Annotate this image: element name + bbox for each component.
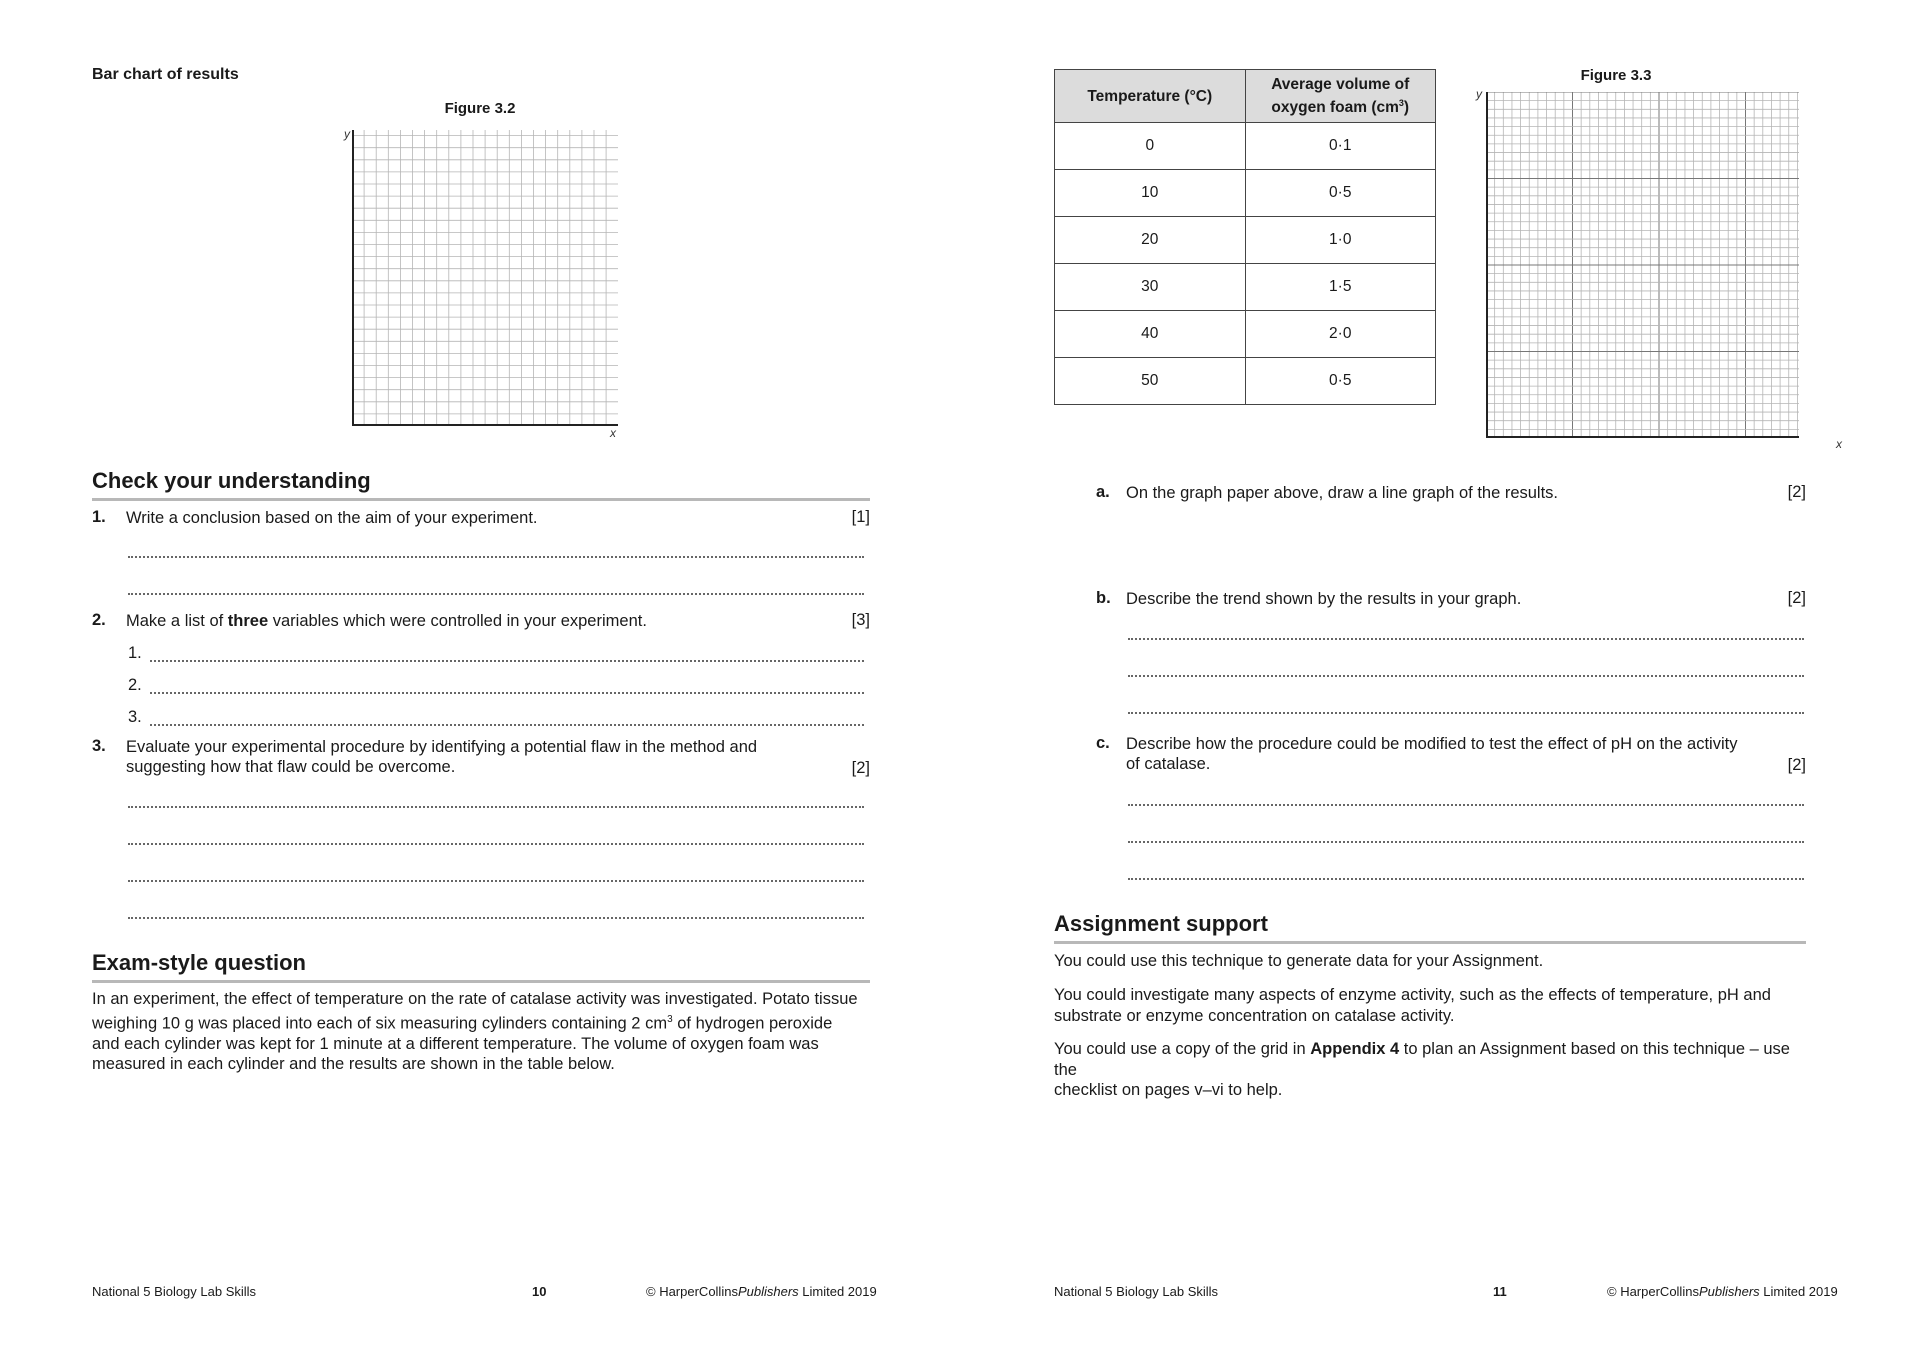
footer-book-title-right: National 5 Biology Lab Skills xyxy=(1054,1284,1219,1299)
assignment-p1: You could use this technique to generate data for your Assignment. xyxy=(1054,952,1544,970)
assignment-p3: You could use a copy of the grid in Appendix 4 to plan an Assignment based on this technique – use the checklist on pages v–vi to help. xyxy=(1054,1040,1790,1099)
figure-3-2-title: Figure 3.2 xyxy=(444,100,516,117)
qa-text: On the graph paper above, draw a line graph of the results. xyxy=(1126,484,1559,502)
table-cell-temp: 10 xyxy=(1055,170,1246,217)
q2-item-2-line[interactable] xyxy=(150,692,864,694)
qb-letter: b. xyxy=(1096,589,1111,607)
q2-item-2-number: 2. xyxy=(128,676,142,694)
exam-style-heading: Exam-style question xyxy=(92,950,870,983)
qc-answer-line-3[interactable] xyxy=(1128,878,1804,880)
q3-text-line-2: suggesting how that flaw could be overcome. xyxy=(126,758,456,776)
check-understanding-heading: Check your understanding xyxy=(92,468,870,501)
table-cell-volume: 0·1 xyxy=(1245,123,1436,170)
right-page xyxy=(956,0,1913,1353)
qc-answer-line-2[interactable] xyxy=(1128,841,1804,843)
q3-answer-line-4[interactable] xyxy=(128,917,864,919)
qb-marks: [2] xyxy=(1787,589,1806,607)
q2-item-1-number: 1. xyxy=(128,644,142,662)
exam-question-text: In an experiment, the effect of temperature on the rate of catalase activity was investigated. Potato tissue weighing 10 g was placed into each of six measuring cylinders containing 2 $cm^3$ of hydrogen peroxide and each cylinder was kept for 1 minute at a different temperature. The volume of oxygen foam was measured in each cylinder and the results are shown in the table below. xyxy=(92,990,858,1073)
q2-text: Make a list of three variables which were controlled in your experiment. xyxy=(126,612,647,630)
qc-letter: c. xyxy=(1096,734,1110,752)
qc-marks: [2] xyxy=(1787,756,1806,774)
table-cell-temp: 20 xyxy=(1055,217,1246,264)
table-cell-volume: 0·5 xyxy=(1245,170,1436,217)
qa-marks: [2] xyxy=(1787,483,1806,501)
table-row xyxy=(1055,123,1436,170)
footer-copyright-right: © HarperCollinsPublishers Limited 2019 xyxy=(1607,1284,1838,1299)
q3-text-line-1: Evaluate your experimental procedure by identifying a potential flaw in the method and xyxy=(126,738,758,756)
figure-3-3-grid xyxy=(1486,92,1801,440)
table-cell-temp: 0 xyxy=(1055,123,1246,170)
table-row xyxy=(1055,311,1436,358)
bar-chart-heading: Bar chart of results xyxy=(92,66,239,83)
table-header-volume: Average volume of oxygen foam $(cm^3)$ xyxy=(1245,70,1436,123)
table-cell-temp: 50 xyxy=(1055,358,1246,405)
figure-3-2-grid xyxy=(352,130,620,430)
footer-page-number-right: 11 xyxy=(1493,1284,1507,1299)
q1-text: Write a conclusion based on the aim of your experiment. xyxy=(126,509,538,527)
q2-item-3-line[interactable] xyxy=(150,724,864,726)
table-row xyxy=(1055,264,1436,311)
q1-number: 1. xyxy=(92,508,106,526)
table-cell-temp: 40 xyxy=(1055,311,1246,358)
qb-text: Describe the trend shown by the results in your graph. xyxy=(1126,590,1522,608)
figure-3-2-x-label: x xyxy=(610,426,616,440)
q3-answer-line-2[interactable] xyxy=(128,843,864,845)
table-row xyxy=(1055,170,1436,217)
q3-number: 3. xyxy=(92,737,106,755)
qc-text-line-2: of catalase. xyxy=(1126,755,1211,773)
qb-answer-line-3[interactable] xyxy=(1128,712,1804,714)
figure-3-2-y-label: y xyxy=(344,127,350,141)
q1-answer-line-1[interactable] xyxy=(128,556,864,558)
left-page xyxy=(0,0,956,1353)
table-cell-temp: 30 xyxy=(1055,264,1246,311)
q3-answer-line-1[interactable] xyxy=(128,806,864,808)
q3-marks: [2] xyxy=(851,759,870,777)
footer-book-title-left: National 5 Biology Lab Skills xyxy=(92,1284,257,1299)
figure-3-3-title: Figure 3.3 xyxy=(1580,67,1652,84)
results-table xyxy=(1054,69,1436,405)
qc-text-line-1: Describe how the procedure could be modified to test the effect of pH on the activity xyxy=(1126,735,1738,753)
q1-answer-line-2[interactable] xyxy=(128,593,864,595)
footer-copyright-left: © HarperCollinsPublishers Limited 2019 xyxy=(646,1284,877,1299)
table-row xyxy=(1055,358,1436,405)
q3-answer-line-3[interactable] xyxy=(128,880,864,882)
footer-page-number-left: 10 xyxy=(532,1284,547,1299)
table-cell-volume: 1·5 xyxy=(1245,264,1436,311)
table-header-temperature: Temperature (°C) xyxy=(1055,70,1246,123)
assignment-support-heading: Assignment support xyxy=(1054,911,1806,944)
table-cell-volume: 0·5 xyxy=(1245,358,1436,405)
q2-marks: [3] xyxy=(851,611,870,629)
qa-letter: a. xyxy=(1096,483,1110,501)
q2-number: 2. xyxy=(92,611,106,629)
qb-answer-line-2[interactable] xyxy=(1128,675,1804,677)
figure-3-3-x-label: x xyxy=(1836,437,1842,451)
table-row xyxy=(1055,217,1436,264)
assignment-p2: You could investigate many aspects of enzyme activity, such as the effects of temperature, pH and substrate or enzyme concentration on catalase activity. xyxy=(1054,986,1771,1025)
figure-3-3-y-label: y xyxy=(1476,87,1482,101)
q1-marks: [1] xyxy=(851,508,870,526)
table-cell-volume: 1·0 xyxy=(1245,217,1436,264)
qb-answer-line-1[interactable] xyxy=(1128,638,1804,640)
q2-item-1-line[interactable] xyxy=(150,660,864,662)
table-cell-volume: 2·0 xyxy=(1245,311,1436,358)
qc-answer-line-1[interactable] xyxy=(1128,804,1804,806)
q2-item-3-number: 3. xyxy=(128,708,142,726)
